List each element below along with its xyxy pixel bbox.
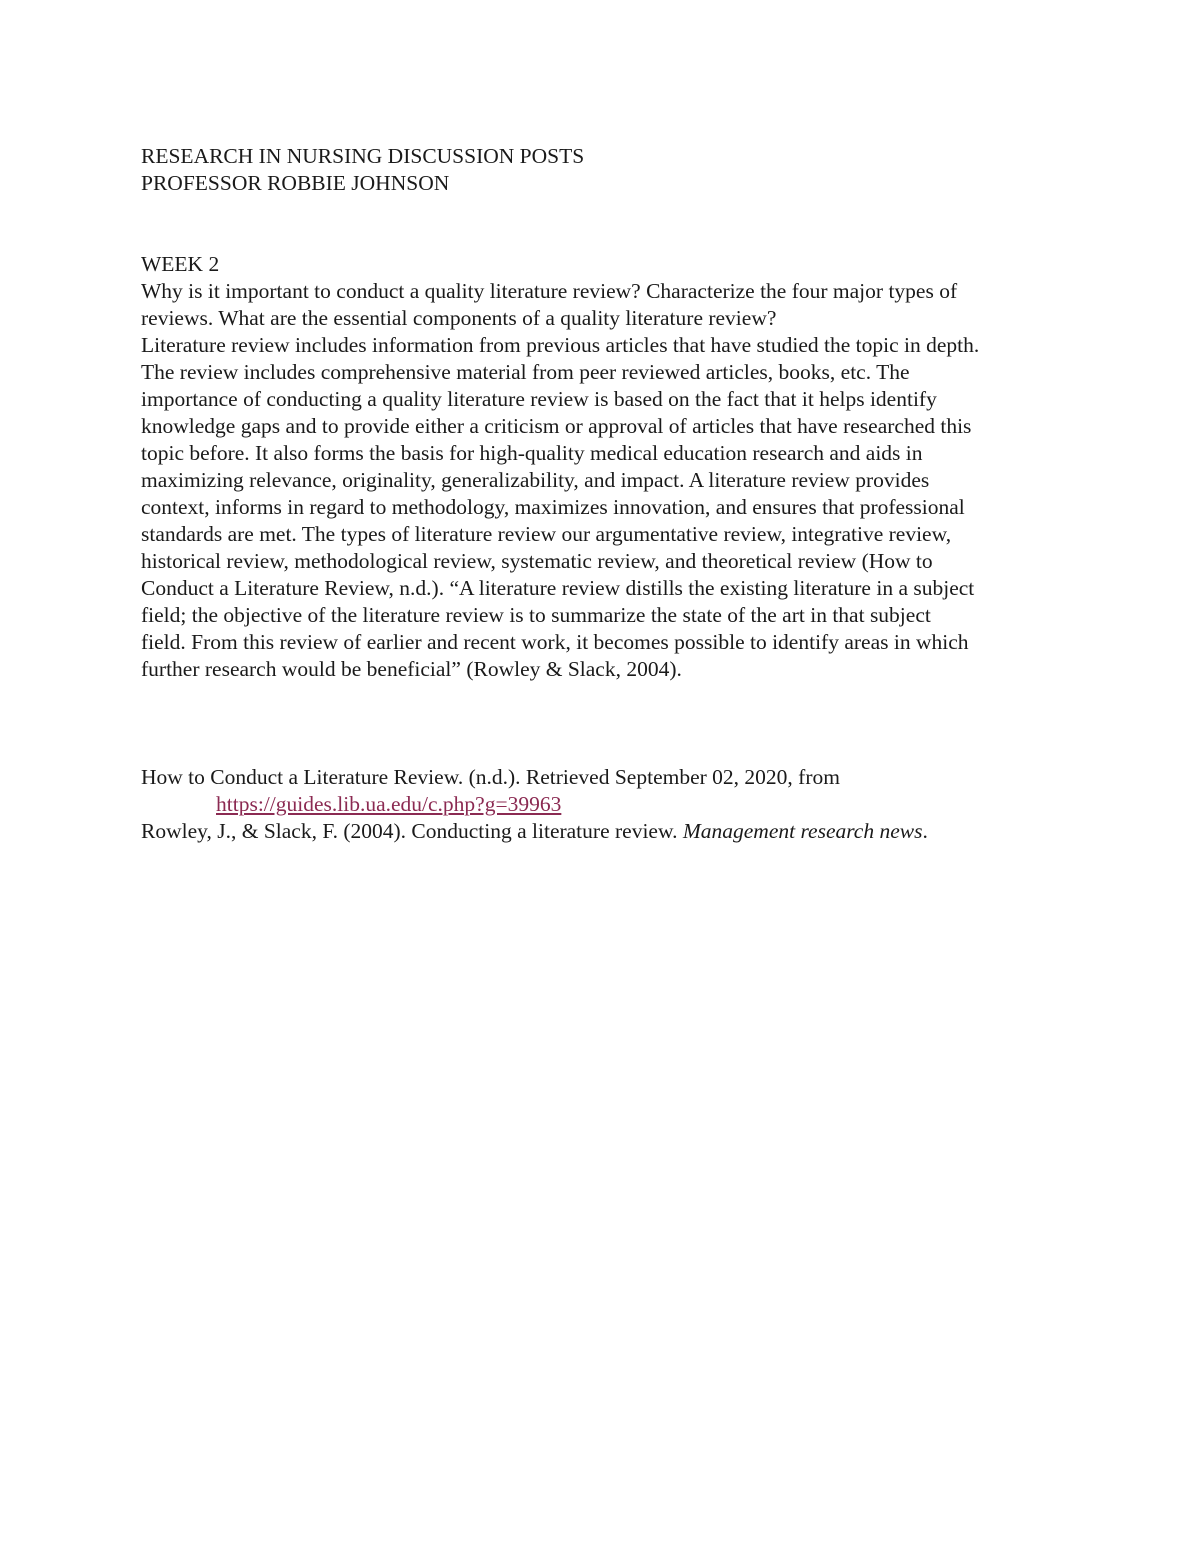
reference-2	[141, 818, 1071, 845]
reference-2-end: .	[922, 819, 928, 843]
references-section	[141, 764, 1071, 845]
reference-1: How to Conduct a Literature Review. (n.d.). Retrieved September 02, 2020, from	[141, 765, 840, 789]
answer-line: maximizing relevance, originality, generalizability, and impact. A literature review provides	[141, 468, 930, 492]
week-label: WEEK 2	[141, 252, 220, 276]
reference-2-journal: Management research news	[682, 819, 923, 843]
answer-line: topic before. It also forms the basis for high-quality medical education research and aids in	[141, 441, 923, 465]
answer-line: further research would be beneficial” (Rowley & Slack, 2004).	[141, 657, 682, 681]
document-page	[141, 143, 1071, 845]
answer-line: historical review, methodological review, systematic review, and theoretical review (How to	[141, 549, 933, 573]
discussion-question	[141, 278, 1071, 332]
answer-line: importance of conducting a quality literature review is based on the fact that it helps identify	[141, 387, 937, 411]
reference-2-text: Rowley, J., & Slack, F. (2004). Conducting a literature review.	[141, 819, 683, 843]
answer-line: standards are met. The types of literature review our argumentative review, integrative review,	[141, 522, 952, 546]
answer-line: field; the objective of the literature review is to summarize the state of the art in that subject	[141, 603, 931, 627]
discussion-answer	[141, 332, 1071, 683]
question-line: Why is it important to conduct a quality literature review? Characterize the four major types of	[141, 279, 958, 303]
answer-line: context, informs in regard to methodology, maximizes innovation, and ensures that professional	[141, 495, 965, 519]
reference-1-link[interactable]: https://guides.lib.ua.edu/c.php?g=39963	[216, 792, 562, 816]
reference-1-url-line	[141, 791, 1071, 818]
week-section	[141, 251, 1071, 683]
answer-line: Literature review includes information from previous articles that have studied the topic in depth.	[141, 333, 980, 357]
answer-line: The review includes comprehensive material from peer reviewed articles, books, etc. The	[141, 360, 910, 384]
course-title: RESEARCH IN NURSING DISCUSSION POSTS	[141, 144, 585, 168]
question-line: reviews. What are the essential components of a quality literature review?	[141, 306, 777, 330]
document-header	[141, 143, 1071, 197]
answer-line: field. From this review of earlier and recent work, it becomes possible to identify areas in which	[141, 630, 969, 654]
answer-line: Conduct a Literature Review, n.d.). “A literature review distills the existing literature in a subject	[141, 576, 975, 600]
answer-line: knowledge gaps and to provide either a criticism or approval of articles that have researched this	[141, 414, 972, 438]
professor-name: PROFESSOR ROBBIE JOHNSON	[141, 171, 450, 195]
